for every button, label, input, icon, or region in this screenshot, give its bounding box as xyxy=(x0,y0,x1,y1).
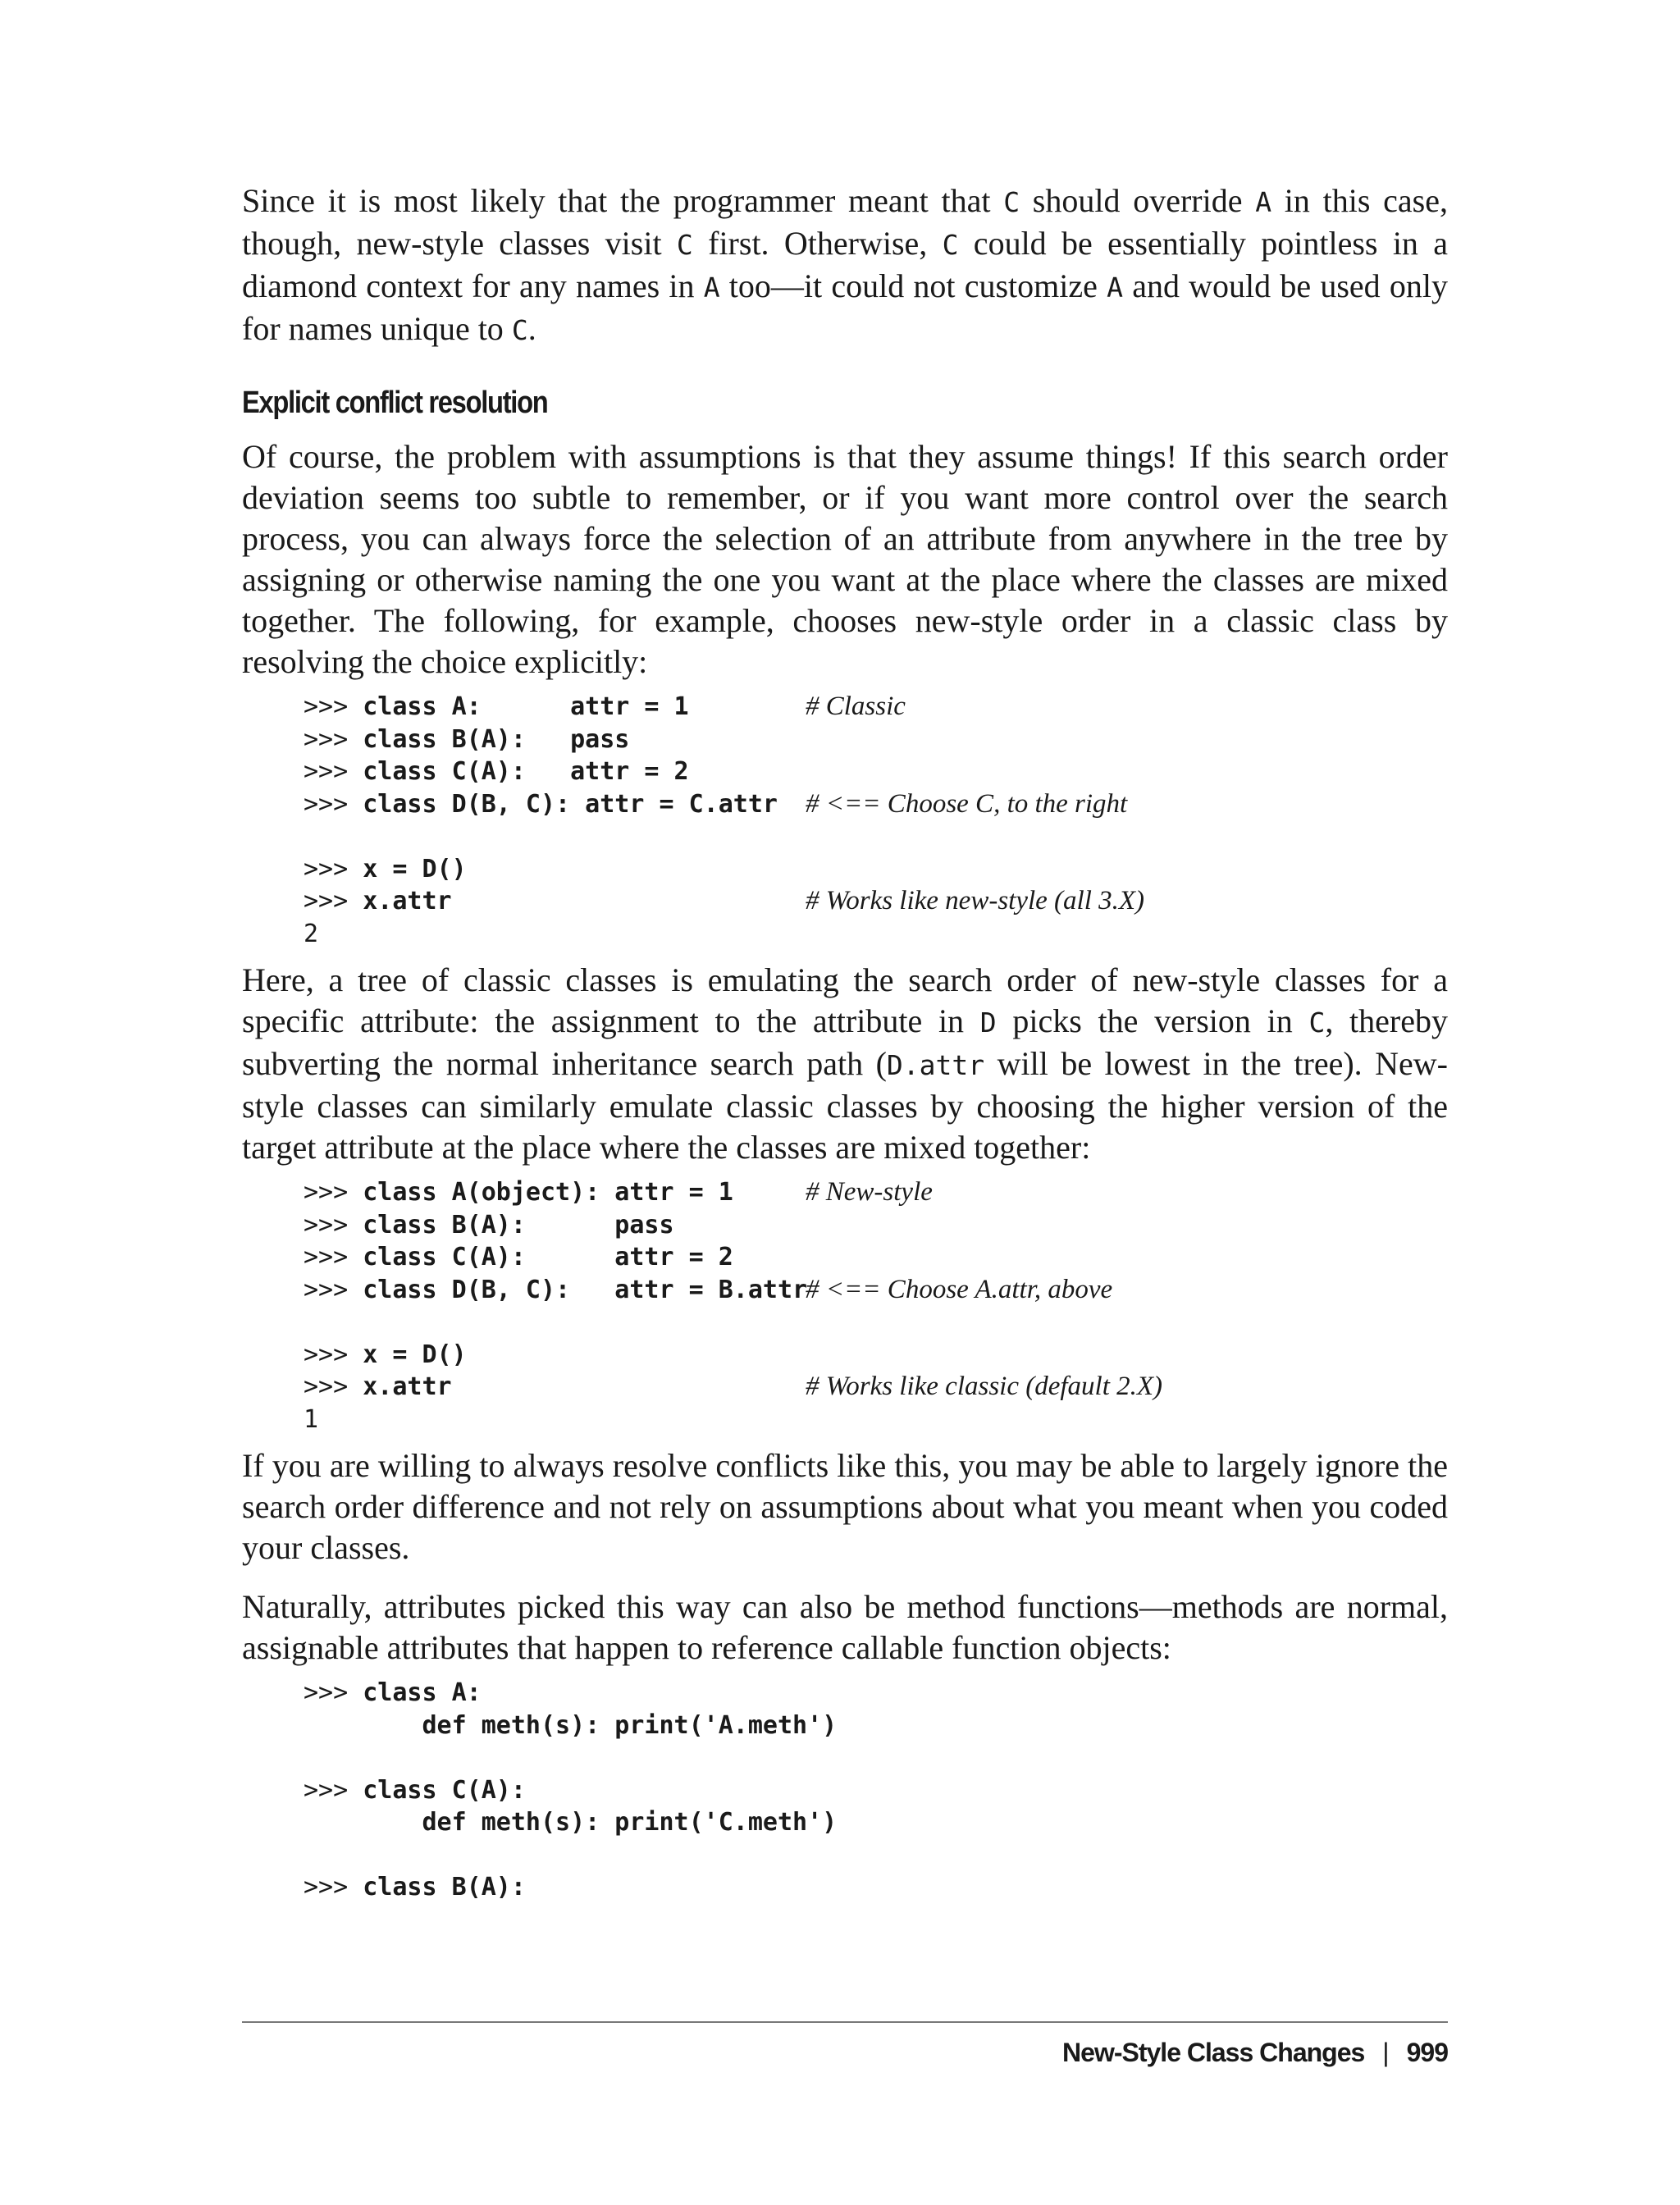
code-text: class C(A): attr = 2 xyxy=(363,757,689,786)
code-output: 1 xyxy=(304,1404,319,1434)
code-text: class B(A): pass xyxy=(363,724,630,754)
code-line xyxy=(304,1241,1448,1274)
code-text: class D(B, C): attr = C.attr xyxy=(363,789,778,819)
code-line xyxy=(304,885,1448,918)
code-text: class D(B, C): attr = B.attr xyxy=(363,1275,808,1304)
code-prompt: >>> xyxy=(304,789,363,819)
code-prompt: >>> xyxy=(304,1210,363,1239)
page-content xyxy=(242,180,1448,1904)
code-line xyxy=(304,1404,1448,1436)
code-prompt: >>> xyxy=(304,724,363,754)
code-text: x = D() xyxy=(363,854,467,883)
code-line xyxy=(304,1176,1448,1209)
inline-code: D xyxy=(979,1007,997,1039)
paragraph-text: , thereby subverting the normal inheritance search path ( xyxy=(242,1002,1448,1082)
code-blank-line xyxy=(304,1742,1448,1774)
paragraph-conflict-resolution: Of course, the problem with assumptions is that they assume things! If this search order deviation seems too subtle to remember, or if you want more control over the search process, you can always force the selection of an attribute from anywhere in the tree by assigning or otherwise naming the one you want at the place where the classes are mixed together. The following, for example, chooses new-style order in a classic class by resolving the choice explicitly: xyxy=(242,438,1448,680)
code-prompt: >>> xyxy=(304,887,363,915)
code-block-methods xyxy=(304,1677,1448,1904)
code-prompt: >>> xyxy=(304,1372,363,1401)
code-line xyxy=(304,1339,1448,1372)
code-text: class B(A): xyxy=(363,1873,526,1901)
page-footer xyxy=(1062,2038,1448,2068)
code-text: def meth(s): print('A.meth') xyxy=(363,1710,838,1740)
footer-section-title: New-Style Class Changes xyxy=(1062,2038,1365,2067)
paragraph-text: too—it could not customize xyxy=(719,267,1107,304)
code-line xyxy=(304,1209,1448,1242)
paragraph-intro xyxy=(242,180,1448,351)
paragraph-text: and would be used only for names unique to xyxy=(242,267,1448,347)
paragraph-text: picks the version in xyxy=(996,1002,1309,1039)
paragraph-method-functions: Naturally, attributes picked this way can also be method functions—methods are normal, assignable attributes that happen to reference callable function objects: xyxy=(242,1588,1448,1666)
code-prompt: >>> xyxy=(304,1178,363,1207)
footer-separator: | xyxy=(1382,2038,1389,2067)
code-comment: # <== Choose A.attr, above xyxy=(806,1274,1113,1304)
inline-code: A xyxy=(703,272,720,304)
inline-code: A xyxy=(1255,186,1272,218)
code-line xyxy=(304,853,1448,886)
code-line xyxy=(304,691,1448,724)
paragraph-emulation xyxy=(242,960,1448,1168)
code-prompt xyxy=(304,1808,363,1837)
code-line xyxy=(304,756,1448,788)
code-comment: # Works like classic (default 2.X) xyxy=(806,1372,1163,1401)
code-line xyxy=(304,1806,1448,1839)
code-prompt: >>> xyxy=(304,1340,363,1369)
code-prompt: >>> xyxy=(304,1678,363,1707)
code-blank-line xyxy=(304,1306,1448,1339)
paragraph-text: Here, a tree of classic classes is emulating the search order of new-style classes for a specific attribute: the assignment to the attribute in xyxy=(242,961,1448,1039)
inline-code: D.attr xyxy=(886,1049,985,1081)
code-text: class B(A): pass xyxy=(363,1210,674,1239)
code-prompt: >>> xyxy=(304,1243,363,1271)
inline-code: C xyxy=(942,229,959,261)
paragraph-text: should override xyxy=(1020,182,1256,219)
code-comment: # Works like new-style (all 3.X) xyxy=(806,886,1145,915)
code-text: class C(A): attr = 2 xyxy=(363,1243,733,1271)
code-text: x = D() xyxy=(363,1340,467,1369)
footer-rule xyxy=(242,2021,1448,2023)
inline-code: C xyxy=(676,229,693,261)
inline-code: C xyxy=(1308,1007,1326,1039)
section-heading: Explicit conflict resolution xyxy=(242,386,548,420)
code-text: x.attr xyxy=(363,1372,452,1401)
paragraph-text: Since it is most likely that the programmer meant that xyxy=(242,182,1004,219)
code-text: class C(A): xyxy=(363,1775,526,1805)
code-prompt: >>> xyxy=(304,1873,363,1901)
code-blank-line xyxy=(304,820,1448,853)
code-prompt: >>> xyxy=(304,757,363,786)
code-block-new-style xyxy=(304,1176,1448,1436)
code-blank-line xyxy=(304,1839,1448,1872)
code-line xyxy=(304,1774,1448,1807)
code-text: class A(object): attr = 1 xyxy=(363,1178,733,1207)
code-line xyxy=(304,1710,1448,1742)
code-output: 2 xyxy=(304,919,319,948)
inline-code: C xyxy=(1003,186,1020,218)
code-prompt xyxy=(304,1711,363,1740)
code-line xyxy=(304,724,1448,756)
code-text: x.attr xyxy=(363,887,452,915)
code-comment: # <== Choose C, to the right xyxy=(806,788,1128,819)
code-text: class A: attr = 1 xyxy=(363,692,689,721)
code-prompt: >>> xyxy=(304,1275,363,1304)
code-comment: # Classic xyxy=(806,692,906,721)
code-prompt: >>> xyxy=(304,854,363,883)
code-line xyxy=(304,1274,1448,1307)
page-number: 999 xyxy=(1406,2038,1448,2067)
code-line xyxy=(304,788,1448,821)
code-line xyxy=(304,1677,1448,1710)
code-comment: # New-style xyxy=(806,1177,933,1207)
code-prompt: >>> xyxy=(304,692,363,721)
code-line xyxy=(304,1871,1448,1904)
paragraph-text: . xyxy=(527,310,536,347)
paragraph-ignore-order: If you are willing to always resolve conflicts like this, you may be able to largely ignore the search order difference and not rely on assumptions about what you meant when you coded your classes. xyxy=(242,1447,1448,1566)
code-block-classic xyxy=(304,691,1448,950)
paragraph-text: could be essentially pointless in a diamond context for any names in xyxy=(242,225,1449,304)
code-text: def meth(s): print('C.meth') xyxy=(363,1808,838,1837)
paragraph-text: in this case, though, new-style classes visit xyxy=(242,182,1448,262)
code-line xyxy=(304,1371,1448,1404)
code-text: class A: xyxy=(363,1678,482,1707)
paragraph-text: will be lowest in the tree). New-style classes can similarly emulate classic classes by choosing the higher version of the target attribute at the place where the classes are mixed together: xyxy=(242,1045,1448,1166)
code-line xyxy=(304,918,1448,951)
inline-code: C xyxy=(511,314,528,346)
code-prompt: >>> xyxy=(304,1775,363,1805)
inline-code: A xyxy=(1107,272,1123,304)
paragraph-text: first. Otherwise, xyxy=(692,225,943,262)
